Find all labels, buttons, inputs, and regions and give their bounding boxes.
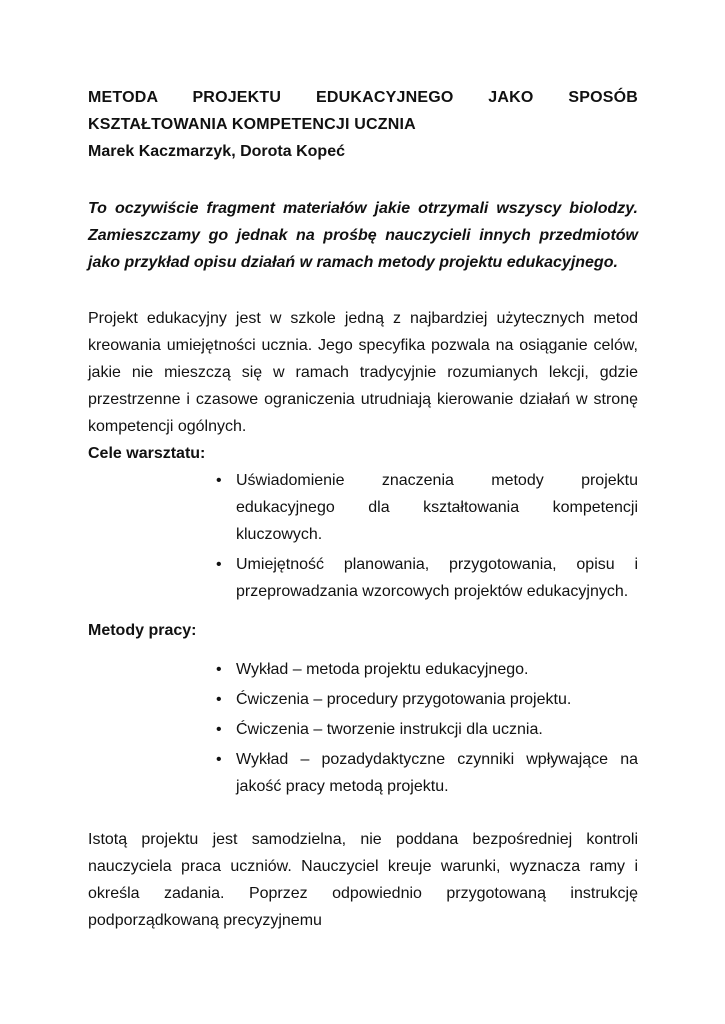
bullet-icon: •	[216, 661, 222, 678]
paragraph-project-intro: Projekt edukacyjny jest w szkole jedną z najbardziej użytecznych metod kreowania umiejętności ucznia. Jego specyfika pozwala na osiąganie celów, jakie nie mieszczą się w ramach tradycyjnie rozumianych lekcji, gdzie przestrzenne i czasowe ograniczenia utrudniają kierowanie działań w stronę kompetencji ogólnych.	[88, 310, 638, 435]
list-item	[212, 716, 638, 743]
goal-text: Uświadomienie znaczenia metody projektu edukacyjnego dla kształtowania kompetencji kluczowych.	[236, 472, 638, 543]
bullet-icon: •	[216, 472, 222, 489]
method-text: Wykład – metoda projektu edukacyjnego.	[236, 661, 529, 678]
methods-list	[88, 656, 638, 800]
goals-list	[88, 467, 638, 605]
list-item	[212, 686, 638, 713]
methods-heading: Metody pracy:	[88, 622, 197, 639]
list-item	[212, 656, 638, 683]
list-item	[212, 551, 638, 605]
goals-heading: Cele warsztatu:	[88, 445, 206, 462]
document-body	[88, 84, 638, 934]
paragraph-project-essence: Istotą projektu jest samodzielna, nie poddana bezpośredniej kontroli nauczyciela praca uczniów. Nauczyciel kreuje warunki, wyznacza ramy i określa zadania. Poprzez odpowiednio przygotowaną instrukcję podporządkowaną precyzyjnemu	[88, 831, 638, 929]
goal-text: Umiejętność planowania, przygotowania, opisu i przeprowadzania wzorcowych projektów edukacyjnych.	[236, 556, 638, 600]
bullet-icon: •	[216, 721, 222, 738]
method-text: Ćwiczenia – procedury przygotowania projektu.	[236, 691, 572, 708]
bullet-icon: •	[216, 691, 222, 708]
method-text: Wykład – pozadydaktyczne czynniki wpływające na jakość pracy metodą projektu.	[236, 751, 638, 795]
bullet-icon: •	[216, 556, 222, 573]
document-title: METODA PROJEKTU EDUKACYJNEGO JAKO SPOSÓB KSZTAŁTOWANIA KOMPETENCJI UCZNIA	[88, 89, 638, 133]
intro-note: To oczywiście fragment materiałów jakie otrzymali wszyscy biolodzy. Zamieszczamy go jednak na prośbę nauczycieli innych przedmiotów jako przykład opisu działań w ramach metody projektu edukacyjnego.	[88, 200, 638, 271]
list-item	[212, 746, 638, 800]
list-item	[212, 467, 638, 548]
document-authors: Marek Kaczmarzyk, Dorota Kopeć	[88, 143, 345, 160]
method-text: Ćwiczenia – tworzenie instrukcji dla ucznia.	[236, 721, 543, 738]
bullet-icon: •	[216, 751, 222, 768]
